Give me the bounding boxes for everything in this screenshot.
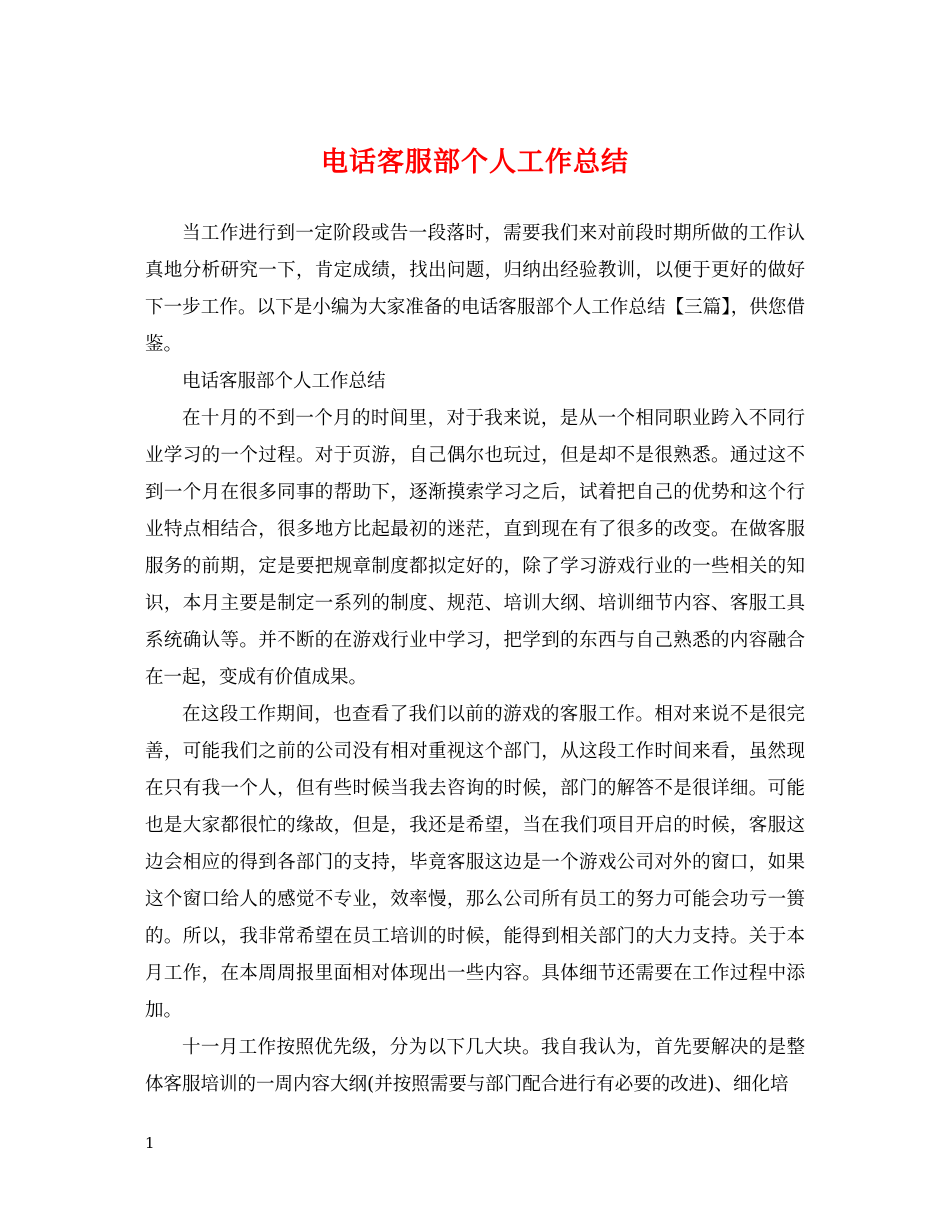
intro-paragraph: 当工作进行到一定阶段或告一段落时，需要我们来对前段时期所做的工作认真地分析研究一下，肯定成绩，找出问题，归纳出经验教训，以便于更好的做好下一步工作。以下是小编为大家准备的电话客服部个人工作总结【三篇】，供您借鉴。 xyxy=(145,223,805,355)
document-body xyxy=(145,215,805,1103)
body-paragraph: 十一月工作按照优先级，分为以下几大块。我自我认为，首先要解决的是整体客服培训的一周内容大纲(并按照需要与部门配合进行有必要的改进)、细化培 xyxy=(145,1037,805,1095)
section-heading: 电话客服部个人工作总结 xyxy=(182,371,386,392)
page-number: 1 xyxy=(145,1134,155,1152)
body-paragraph: 在这段工作期间，也查看了我们以前的游戏的客服工作。相对来说不是很完善，可能我们之前的公司没有相对重视这个部门，从这段工作时间来看，虽然现在只有我一个人，但有些时候当我去咨询的时候，部门的解答不是很详细。可能也是大家都很忙的缘故，但是，我还是希望，当在我们项目开启的时候，客服这边会相应的得到各部门的支持，毕竟客服这边是一个游戏公司对外的窗口，如果这个窗口给人的感觉不专业，效率慢，那么公司所有员工的努力可能会功亏一篑的。所以，我非常希望在员工培训的时候，能得到相关部门的大力支持。关于本月工作，在本周周报里面相对体现出一些内容。具体细节还需要在工作过程中添加。 xyxy=(145,704,805,1021)
body-paragraph: 在十月的不到一个月的时间里，对于我来说，是从一个相同职业跨入不同行业学习的一个过程。对于页游，自己偶尔也玩过，但是却不是很熟悉。通过这不到一个月在很多同事的帮助下，逐渐摸索学习之后，试着把自己的优势和这个行业特点相结合，很多地方比起最初的迷茫，直到现在有了很多的改变。在做客服服务的前期，定是要把规章制度都拟定好的，除了学习游戏行业的一些相关的知识，本月主要是制定一系列的制度、规范、培训大纲、培训细节内容、客服工具系统确认等。并不断的在游戏行业中学习，把学到的东西与自己熟悉的内容融合在一起，变成有价值成果。 xyxy=(145,408,805,688)
document-title: 电话客服部个人工作总结 xyxy=(321,147,629,178)
